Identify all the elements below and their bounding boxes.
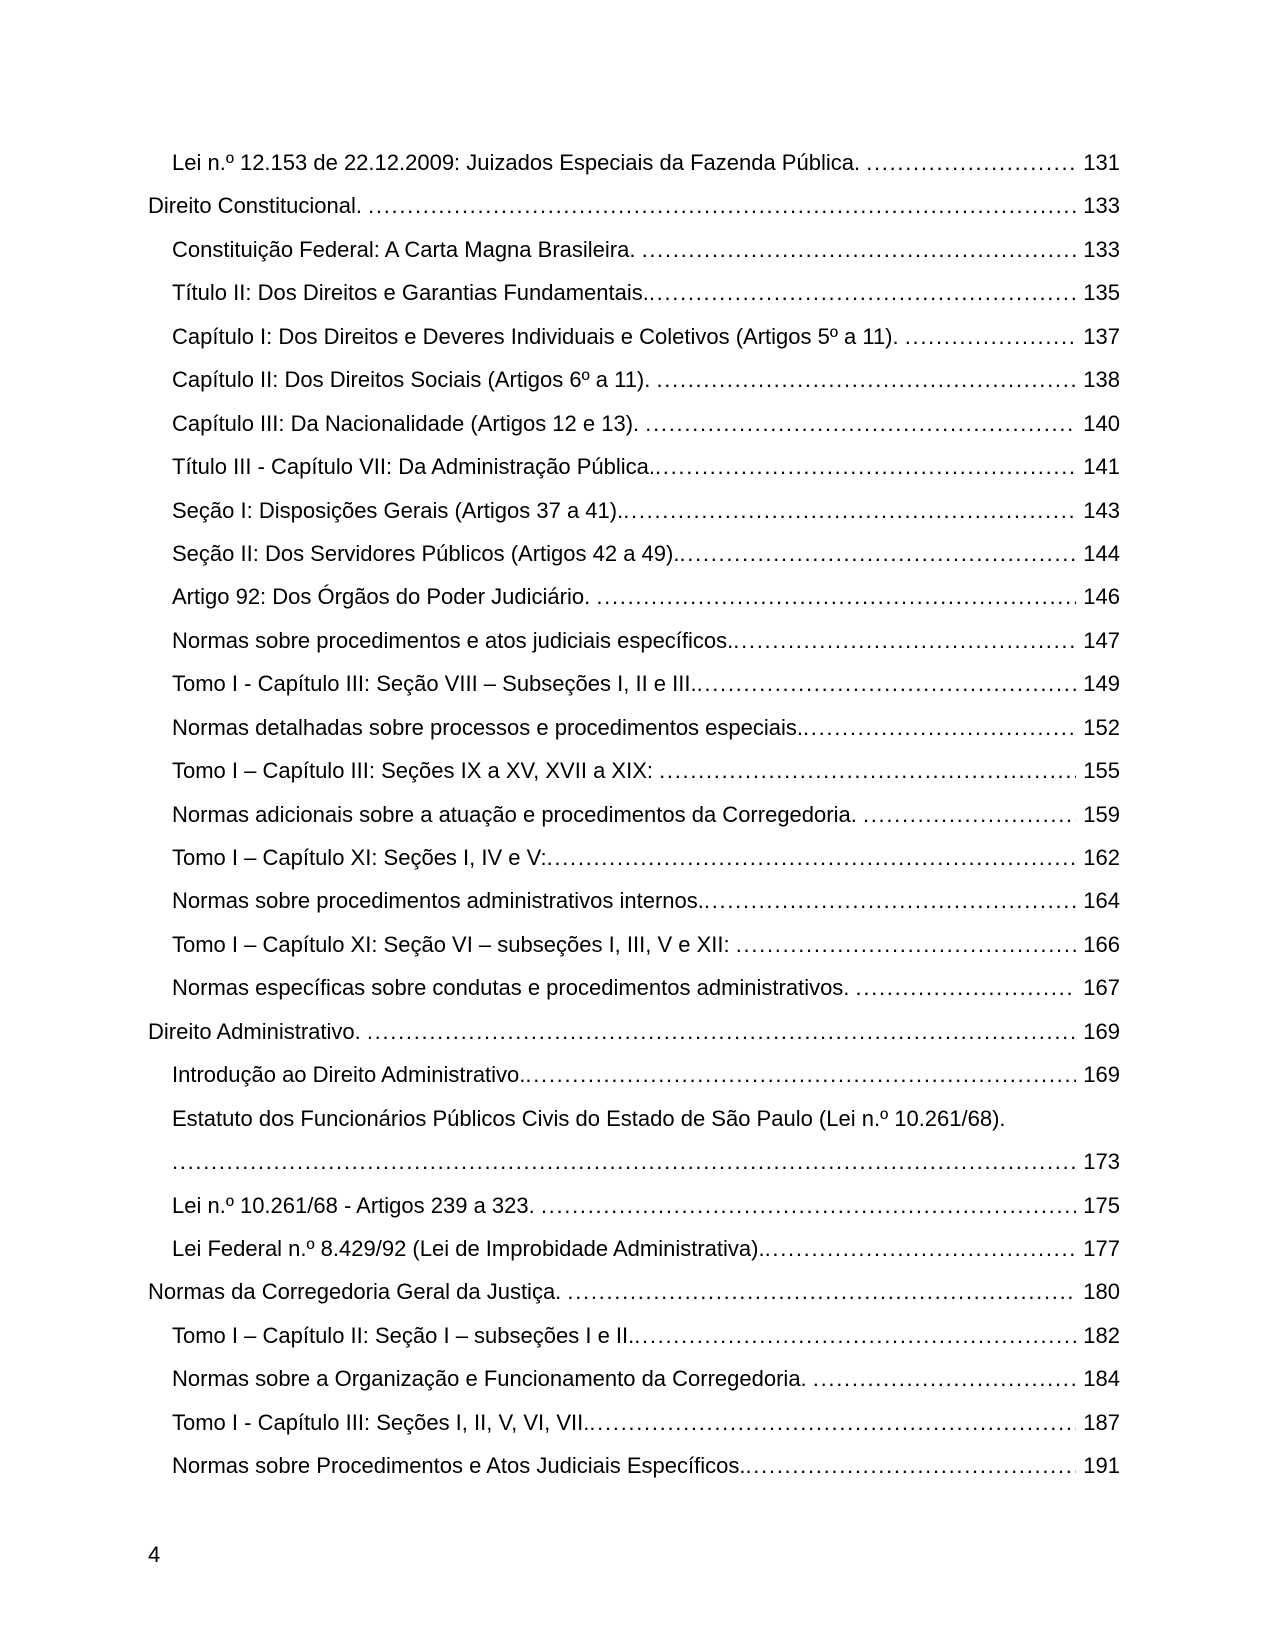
- toc-entry: [148, 315, 1120, 358]
- dot-leader: [634, 1314, 1076, 1357]
- toc-entry-label: Direito Administrativo.: [148, 1018, 367, 1044]
- toc-entry: [148, 358, 1120, 401]
- dot-leader: [679, 532, 1076, 575]
- toc-page-number: 173: [1083, 1149, 1120, 1175]
- dot-leader: [642, 228, 1077, 271]
- toc-entry-label: Lei Federal n.º 8.429/92 (Lei de Improbidade Administrativa).: [172, 1235, 765, 1261]
- toc-entry-label: Capítulo III: Da Nacionalidade (Artigos 12 e 13).: [172, 410, 646, 436]
- toc-page-number: 152: [1083, 714, 1120, 740]
- dot-leader: [656, 358, 1076, 401]
- toc-page-number: 143: [1083, 497, 1120, 523]
- dot-leader: [525, 1053, 1076, 1096]
- toc-page-number: 137: [1083, 323, 1120, 349]
- toc-entry: [148, 706, 1120, 749]
- toc-entry-label: Normas sobre a Organização e Funcionamento da Corregedoria.: [172, 1366, 813, 1392]
- toc-entry-label: Capítulo I: Dos Direitos e Deveres Individuais e Coletivos (Artigos 5º a 11).: [172, 323, 905, 349]
- toc-entry: [148, 445, 1120, 488]
- toc-entry-continuation: [148, 1140, 1120, 1183]
- toc-entry: [148, 923, 1120, 966]
- dot-leader: [704, 879, 1076, 922]
- toc-page-number: 159: [1083, 801, 1120, 827]
- toc-page-number: 155: [1083, 758, 1120, 784]
- toc-entry-label: Tomo I - Capítulo III: Seção VIII – Subseções I, II e III.: [172, 671, 697, 697]
- toc-page-number: 131: [1083, 150, 1120, 175]
- toc-entry-label: Tomo I – Capítulo III: Seções IX a XV, XVII a XIX:: [172, 758, 660, 784]
- toc-entry: [148, 793, 1120, 836]
- toc-page-number: 169: [1083, 1062, 1120, 1088]
- toc-entry-label: Direito Constitucional.: [148, 193, 369, 219]
- toc-page-number: 135: [1083, 280, 1120, 306]
- toc-page-number: 149: [1083, 671, 1120, 697]
- dot-leader: [567, 1270, 1076, 1313]
- toc-entry-label: Lei n.º 12.153 de 22.12.2009: Juizados Especiais da Fazenda Pública.: [172, 150, 867, 175]
- dot-leader: [745, 1444, 1076, 1487]
- toc-entry: [148, 1357, 1120, 1400]
- dot-leader: [541, 1184, 1076, 1227]
- toc-entry-label: Normas específicas sobre condutas e procedimentos administrativos.: [172, 975, 856, 1001]
- toc-entry-label: Tomo I - Capítulo III: Seções I, II, V, VI, VII.: [172, 1409, 590, 1435]
- toc-entry-label: Seção II: Dos Servidores Públicos (Artigos 42 a 49).: [172, 540, 680, 566]
- toc-page-number: 167: [1083, 975, 1120, 1001]
- dot-leader: [367, 1010, 1076, 1053]
- toc-entry: [148, 966, 1120, 1009]
- toc-entry: [148, 532, 1120, 575]
- toc-entry-label: Estatuto dos Funcionários Públicos Civis do Estado de São Paulo (Lei n.º 10.261/68).: [172, 1105, 1006, 1131]
- dot-leader: [803, 706, 1076, 749]
- toc-page-number: 182: [1083, 1322, 1120, 1348]
- toc-entry: [148, 1444, 1120, 1487]
- toc-entry: [148, 141, 1120, 184]
- toc-page-number: 140: [1083, 410, 1120, 436]
- toc-page-number: 177: [1083, 1235, 1120, 1261]
- toc-entry-label: Título III - Capítulo VII: Da Administração Pública.: [172, 454, 655, 480]
- toc-page-number: 141: [1083, 454, 1120, 480]
- toc-entry-label: Tomo I – Capítulo XI: Seções I, IV e V:: [172, 845, 547, 870]
- dot-leader: [589, 1401, 1076, 1444]
- toc-page-number: 184: [1083, 1366, 1120, 1392]
- dot-leader: [623, 489, 1076, 532]
- dot-leader: [905, 315, 1077, 358]
- dot-leader: [736, 923, 1077, 966]
- dot-leader: [172, 1140, 1076, 1183]
- dot-leader: [645, 402, 1076, 445]
- dot-leader: [596, 575, 1076, 618]
- dot-leader: [733, 619, 1076, 662]
- toc-page-number: 191: [1083, 1453, 1120, 1479]
- dot-leader: [697, 662, 1077, 705]
- toc-page-number: 144: [1083, 540, 1120, 566]
- toc-entry-label: Normas sobre procedimentos administrativos internos.: [172, 888, 704, 914]
- toc-entry: [148, 1097, 1120, 1140]
- toc-entry: [148, 749, 1120, 792]
- toc-page-number: 164: [1083, 888, 1120, 914]
- page-footer-number: 4: [148, 1542, 161, 1567]
- toc-page-number: 146: [1083, 584, 1120, 610]
- toc-page-number: 147: [1083, 627, 1120, 653]
- toc-entry: [148, 1270, 1120, 1313]
- toc-entry-label: Introdução ao Direito Administrativo.: [172, 1062, 526, 1088]
- toc-entry: [148, 1227, 1120, 1270]
- toc-entry: [148, 1184, 1120, 1227]
- dot-leader: [856, 966, 1077, 1009]
- toc-entry-label: Artigo 92: Dos Órgãos do Poder Judiciário.: [172, 584, 597, 610]
- toc-page-number: 138: [1083, 367, 1120, 393]
- toc-entry-label: Tomo I – Capítulo II: Seção I – subseções I e II.: [172, 1322, 635, 1348]
- toc-entry: [148, 1314, 1120, 1357]
- dot-leader: [368, 184, 1076, 227]
- toc-entry: [148, 271, 1120, 314]
- toc-page-number: 175: [1083, 1192, 1120, 1218]
- toc-entry-label: Normas adicionais sobre a atuação e procedimentos da Corregedoria.: [172, 801, 863, 827]
- toc-entry-label: Seção I: Disposições Gerais (Artigos 37 a 41).: [172, 497, 624, 523]
- toc-entry-label: Constituição Federal: A Carta Magna Brasileira.: [172, 236, 642, 262]
- toc-entry: [148, 402, 1120, 445]
- toc-entry-label: Normas sobre procedimentos e atos judiciais específicos.: [172, 627, 734, 653]
- dot-leader: [813, 1357, 1076, 1400]
- toc-page-number: 133: [1083, 193, 1120, 219]
- dot-leader: [655, 445, 1076, 488]
- toc-entry-label: Título II: Dos Direitos e Garantias Fundamentais.: [172, 280, 649, 306]
- toc-entry: [148, 228, 1120, 271]
- toc-page-number: 133: [1083, 236, 1120, 262]
- toc-entry: [148, 575, 1120, 618]
- toc-entry: [148, 836, 1120, 879]
- dot-leader: [863, 793, 1076, 836]
- toc-entry-label: Normas detalhadas sobre processos e procedimentos especiais.: [172, 714, 803, 740]
- dot-leader: [866, 141, 1076, 184]
- toc-page-number: 162: [1083, 845, 1120, 870]
- dot-leader: [659, 749, 1076, 792]
- toc-entry-label: Normas da Corregedoria Geral da Justiça.: [148, 1279, 568, 1305]
- toc-entry: [148, 1401, 1120, 1444]
- toc-entry: [148, 1053, 1120, 1096]
- toc-entry-label: Normas sobre Procedimentos e Atos Judiciais Específicos.: [172, 1453, 746, 1479]
- toc-entry: [148, 1010, 1120, 1053]
- table-of-contents: [148, 141, 1120, 1488]
- toc-entry: [148, 662, 1120, 705]
- dot-leader: [765, 1227, 1077, 1270]
- toc-entry-label: Tomo I – Capítulo XI: Seção VI – subseções I, III, V e XII:: [172, 931, 736, 957]
- toc-entry-label: Capítulo II: Dos Direitos Sociais (Artigos 6º a 11).: [172, 367, 657, 393]
- toc-page-number: 166: [1083, 931, 1120, 957]
- dot-leader: [547, 836, 1077, 879]
- dot-leader: [649, 271, 1076, 314]
- toc-entry: [148, 184, 1120, 227]
- toc-page-number: 169: [1083, 1018, 1120, 1044]
- toc-entry: [148, 489, 1120, 532]
- toc-page-number: 187: [1083, 1409, 1120, 1435]
- toc-entry: [148, 879, 1120, 922]
- toc-page-number: 180: [1083, 1279, 1120, 1305]
- toc-entry: [148, 619, 1120, 662]
- toc-entry-label: Lei n.º 10.261/68 - Artigos 239 a 323.: [172, 1192, 541, 1218]
